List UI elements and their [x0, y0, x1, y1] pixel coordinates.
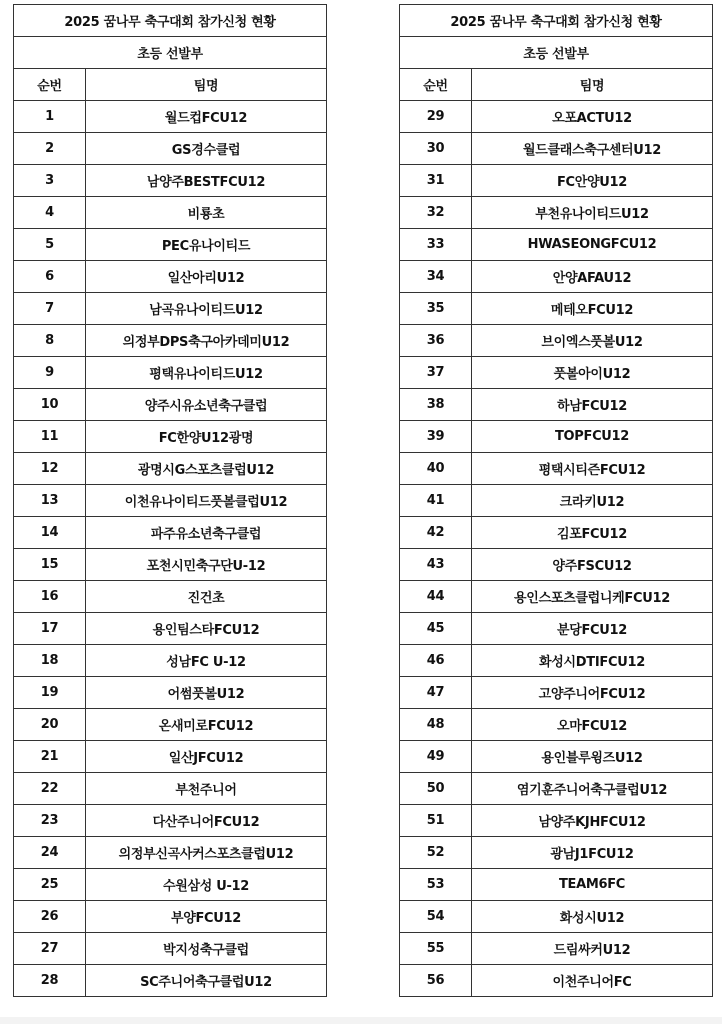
team-name: FC한양U12광명	[86, 421, 327, 453]
table-row	[400, 581, 713, 613]
team-name: 성남FC U-12	[86, 645, 327, 677]
row-number: 56	[400, 965, 472, 997]
table-row	[400, 805, 713, 837]
header-number: 순번	[14, 69, 86, 101]
table-row	[400, 741, 713, 773]
row-number: 43	[400, 549, 472, 581]
table-row	[14, 709, 327, 741]
team-name: 일산아리U12	[86, 261, 327, 293]
table-row	[400, 197, 713, 229]
team-name: 오마FCU12	[472, 709, 713, 741]
row-number: 33	[400, 229, 472, 261]
roster-table-left	[13, 4, 327, 997]
table-row	[14, 517, 327, 549]
row-number: 10	[14, 389, 86, 421]
row-number: 17	[14, 613, 86, 645]
table-subtitle: 초등 선발부	[14, 37, 327, 69]
team-name: 수원삼성 U-12	[86, 869, 327, 901]
team-name: 남양주KJHFCU12	[472, 805, 713, 837]
row-number: 15	[14, 549, 86, 581]
table-row	[400, 869, 713, 901]
team-name: 드림싸커U12	[472, 933, 713, 965]
row-number: 1	[14, 101, 86, 133]
team-name: 의정부신곡사커스포츠클럽U12	[86, 837, 327, 869]
table-row	[400, 965, 713, 997]
row-number: 49	[400, 741, 472, 773]
row-number: 36	[400, 325, 472, 357]
table-title: 2025 꿈나무 축구대회 참가신청 현황	[400, 5, 713, 37]
row-number: 28	[14, 965, 86, 997]
table-row	[400, 357, 713, 389]
team-name: 파주유소년축구클럽	[86, 517, 327, 549]
header-number: 순번	[400, 69, 472, 101]
table-row	[14, 837, 327, 869]
team-name: TEAM6FC	[472, 869, 713, 901]
team-name: 진건초	[86, 581, 327, 613]
table-row	[14, 101, 327, 133]
table-row	[400, 229, 713, 261]
row-number: 5	[14, 229, 86, 261]
team-name: 부양FCU12	[86, 901, 327, 933]
row-number: 13	[14, 485, 86, 517]
row-number: 18	[14, 645, 86, 677]
row-number: 9	[14, 357, 86, 389]
table-row	[400, 101, 713, 133]
team-name: 안양AFAU12	[472, 261, 713, 293]
team-name: 월드컵FCU12	[86, 101, 327, 133]
row-number: 46	[400, 645, 472, 677]
team-name: 오포ACTU12	[472, 101, 713, 133]
row-number: 26	[14, 901, 86, 933]
table-row	[14, 645, 327, 677]
team-name: 화성시U12	[472, 901, 713, 933]
team-name: 부천유나이티드U12	[472, 197, 713, 229]
table-row	[400, 933, 713, 965]
table-row	[14, 357, 327, 389]
team-name: 온새미로FCU12	[86, 709, 327, 741]
row-number: 32	[400, 197, 472, 229]
table-row	[14, 677, 327, 709]
table-row	[14, 805, 327, 837]
team-name: 분당FCU12	[472, 613, 713, 645]
row-number: 54	[400, 901, 472, 933]
row-number: 35	[400, 293, 472, 325]
table-row	[14, 485, 327, 517]
team-name: 박지성축구클럽	[86, 933, 327, 965]
row-number: 53	[400, 869, 472, 901]
team-name: 의정부DPS축구아카데미U12	[86, 325, 327, 357]
row-number: 41	[400, 485, 472, 517]
row-number: 12	[14, 453, 86, 485]
table-row	[14, 325, 327, 357]
table-row	[14, 293, 327, 325]
table-row	[400, 165, 713, 197]
row-number: 55	[400, 933, 472, 965]
team-name: 용인팀스타FCU12	[86, 613, 327, 645]
team-name: 화성시DTIFCU12	[472, 645, 713, 677]
table-row	[14, 869, 327, 901]
team-name: TOPFCU12	[472, 421, 713, 453]
table-row	[400, 645, 713, 677]
team-name: 용인블루윙즈U12	[472, 741, 713, 773]
row-number: 44	[400, 581, 472, 613]
table-row	[400, 837, 713, 869]
table-row	[14, 773, 327, 805]
team-name: 풋볼아이U12	[472, 357, 713, 389]
row-number: 16	[14, 581, 86, 613]
row-number: 45	[400, 613, 472, 645]
row-number: 48	[400, 709, 472, 741]
table-row	[14, 901, 327, 933]
team-name: 고양주니어FCU12	[472, 677, 713, 709]
team-name: 하남FCU12	[472, 389, 713, 421]
header-team: 팀명	[472, 69, 713, 101]
table-row	[14, 389, 327, 421]
table-row	[14, 165, 327, 197]
row-number: 40	[400, 453, 472, 485]
table-row	[14, 197, 327, 229]
background-band	[0, 1017, 722, 1024]
team-name: 다산주니어FCU12	[86, 805, 327, 837]
team-name: 염기훈주니어축구클럽U12	[472, 773, 713, 805]
table-row	[14, 453, 327, 485]
team-name: 남양주BESTFCU12	[86, 165, 327, 197]
row-number: 21	[14, 741, 86, 773]
table-row	[400, 901, 713, 933]
row-number: 22	[14, 773, 86, 805]
team-name: 어썸풋볼U12	[86, 677, 327, 709]
row-number: 6	[14, 261, 86, 293]
team-name: 일산JFCU12	[86, 741, 327, 773]
table-row	[14, 133, 327, 165]
row-number: 2	[14, 133, 86, 165]
table-row	[400, 133, 713, 165]
row-number: 52	[400, 837, 472, 869]
table-title: 2025 꿈나무 축구대회 참가신청 현황	[14, 5, 327, 37]
row-number: 42	[400, 517, 472, 549]
table-row	[400, 677, 713, 709]
team-name: 평택유나이티드U12	[86, 357, 327, 389]
table-row	[400, 453, 713, 485]
team-name: 월드클래스축구센터U12	[472, 133, 713, 165]
row-number: 8	[14, 325, 86, 357]
row-number: 34	[400, 261, 472, 293]
team-name: 이천유나이티드풋볼클럽U12	[86, 485, 327, 517]
table-row	[14, 549, 327, 581]
table-row	[14, 421, 327, 453]
team-name: SC주니어축구클럽U12	[86, 965, 327, 997]
row-number: 4	[14, 197, 86, 229]
row-number: 37	[400, 357, 472, 389]
team-name: HWASEONGFCU12	[472, 229, 713, 261]
row-number: 51	[400, 805, 472, 837]
row-number: 25	[14, 869, 86, 901]
table-row	[14, 581, 327, 613]
table-row	[400, 773, 713, 805]
table-subtitle: 초등 선발부	[400, 37, 713, 69]
team-name: 양주FSCU12	[472, 549, 713, 581]
table-row	[400, 517, 713, 549]
team-name: 광남J1FCU12	[472, 837, 713, 869]
team-name: 메테오FCU12	[472, 293, 713, 325]
table-row	[400, 549, 713, 581]
row-number: 20	[14, 709, 86, 741]
row-number: 29	[400, 101, 472, 133]
team-name: 포천시민축구단U-12	[86, 549, 327, 581]
table-row	[400, 389, 713, 421]
table-row	[400, 709, 713, 741]
team-name: PEC유나이티드	[86, 229, 327, 261]
table-row	[14, 229, 327, 261]
table-row	[400, 613, 713, 645]
row-number: 11	[14, 421, 86, 453]
table-row	[14, 741, 327, 773]
team-name: 용인스포츠클럽니케FCU12	[472, 581, 713, 613]
row-number: 3	[14, 165, 86, 197]
roster-table-right	[399, 4, 713, 997]
team-name: 광명시G스포츠클럽U12	[86, 453, 327, 485]
team-name: 비룡초	[86, 197, 327, 229]
team-name: 크라키U12	[472, 485, 713, 517]
row-number: 19	[14, 677, 86, 709]
team-name: 양주시유소년축구클럽	[86, 389, 327, 421]
row-number: 39	[400, 421, 472, 453]
header-team: 팀명	[86, 69, 327, 101]
team-name: 김포FCU12	[472, 517, 713, 549]
table-row	[400, 325, 713, 357]
row-number: 14	[14, 517, 86, 549]
table-row	[14, 613, 327, 645]
row-number: 27	[14, 933, 86, 965]
team-name: FC안양U12	[472, 165, 713, 197]
team-name: 브이엑스풋볼U12	[472, 325, 713, 357]
table-row	[400, 293, 713, 325]
table-row	[400, 421, 713, 453]
table-row	[14, 261, 327, 293]
row-number: 38	[400, 389, 472, 421]
row-number: 30	[400, 133, 472, 165]
table-row	[14, 933, 327, 965]
row-number: 50	[400, 773, 472, 805]
team-name: 평택시티즌FCU12	[472, 453, 713, 485]
row-number: 31	[400, 165, 472, 197]
team-name: 부천주니어	[86, 773, 327, 805]
row-number: 23	[14, 805, 86, 837]
team-name: GS경수클럽	[86, 133, 327, 165]
row-number: 7	[14, 293, 86, 325]
team-name: 남곡유나이티드U12	[86, 293, 327, 325]
table-row	[400, 261, 713, 293]
team-name: 이천주니어FC	[472, 965, 713, 997]
table-row	[14, 965, 327, 997]
row-number: 47	[400, 677, 472, 709]
table-row	[400, 485, 713, 517]
row-number: 24	[14, 837, 86, 869]
